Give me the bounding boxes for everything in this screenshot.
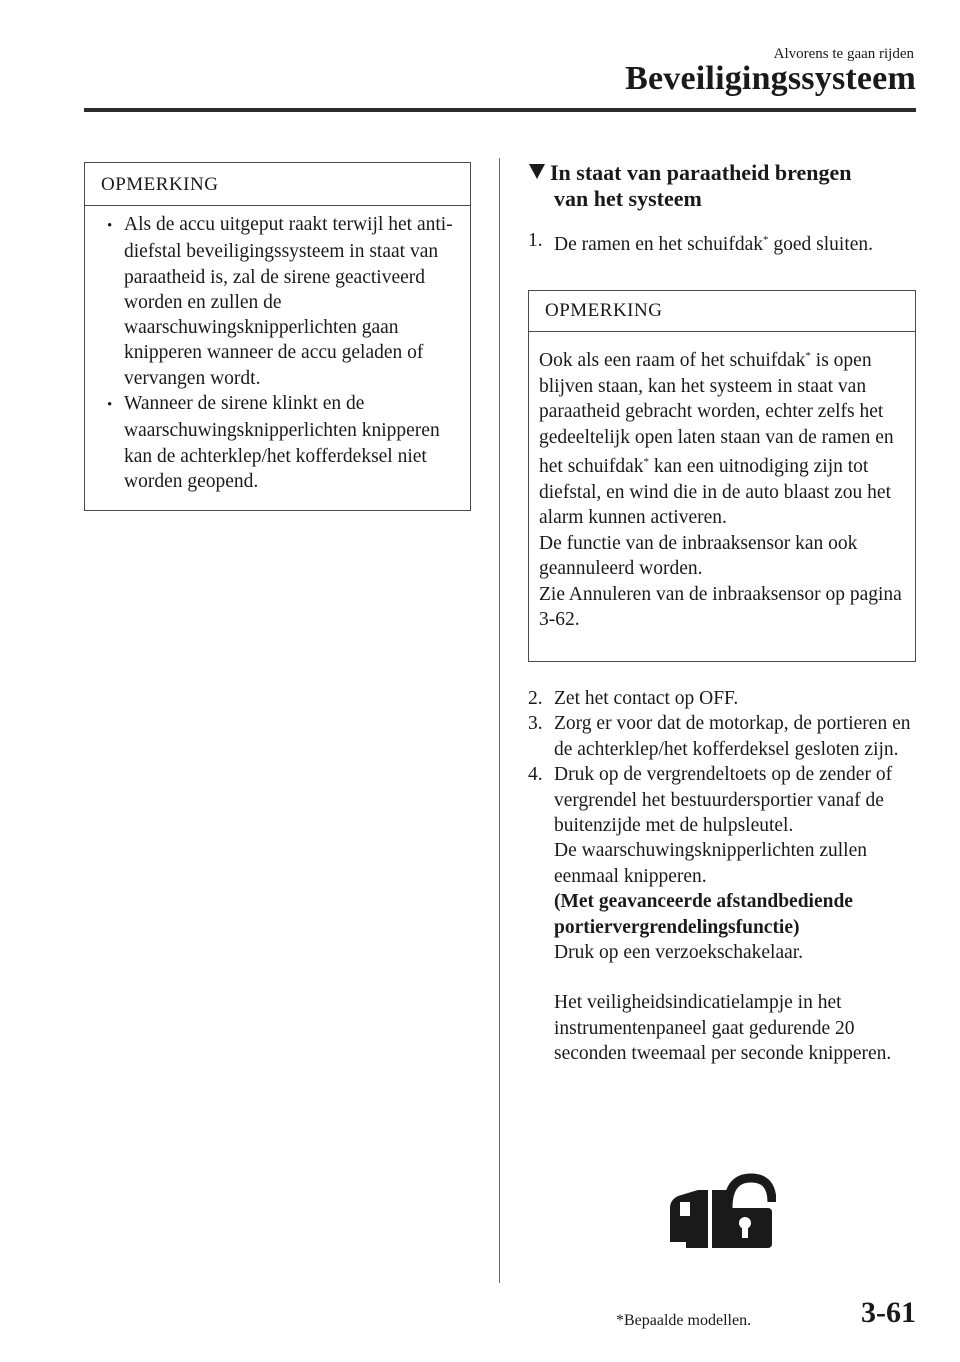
- step-1: [528, 228, 928, 257]
- section-heading: [528, 160, 852, 212]
- note-heading: OPMERKING: [85, 163, 470, 206]
- step-paragraph: Het veiligheidsindicatielampje in het instrumentenpaneel gaat gedurende 20 seconden tweemaal per seconde knipperen.: [554, 992, 892, 1065]
- step-number: 3.: [528, 713, 543, 735]
- steps-list: [528, 228, 928, 257]
- step-paragraph: Druk op een verzoekschakelaar.: [554, 942, 804, 964]
- step-number: 1.: [528, 230, 543, 251]
- page-title: Beveiligingssysteem: [625, 60, 916, 97]
- note-paragraph: De functie van de inbraaksensor kan ook geannuleerd worden.: [539, 532, 858, 579]
- note-box-right: [528, 290, 916, 662]
- note-paragraph: Ook als een raam of het schuifdak* is open blijven staan, kan het systeem in staat van paraatheid gebracht worden, echter zelfs het gedeeltelijk open laten staan van de ramen en het schuifdak* kan een uitnodiging zijn tot diefstal, en wind die in de auto blaast zou het alarm kunnen activeren.: [539, 350, 894, 528]
- step-text: [554, 762, 928, 1066]
- note-list: [85, 206, 470, 494]
- note-box-left: [84, 162, 471, 511]
- step-paragraph: Druk op de vergrendeltoets op de zender of vergrendel het bestuurdersportier vanaf de buitenzijde met de hulpsleutel.: [554, 764, 893, 837]
- step-number: 2.: [528, 688, 543, 709]
- steps-list-continued: [528, 686, 928, 1067]
- note-item: • Wanneer de sirene klinkt en de waarschuwingsknipperlichten knipperen kan de achterklep/het kofferdeksel niet worden geopend.: [107, 391, 458, 494]
- step-number: 4.: [528, 764, 543, 786]
- note-paragraph: Zie Annuleren van de inbraaksensor op pagina 3-62.: [539, 583, 902, 630]
- section-label: Alvorens te gaan rijden: [773, 46, 914, 62]
- step-text: De ramen en het schuifdak* goed sluiten.: [554, 234, 874, 255]
- step-3: [528, 711, 928, 762]
- header-rule: [84, 108, 916, 112]
- column-divider: [499, 158, 500, 1283]
- note-heading: OPMERKING: [529, 291, 915, 332]
- step-condition: (Met geavanceerde afstandbediende portiervergrendelingsfunctie): [554, 891, 853, 938]
- page-number: 3-61: [861, 1296, 916, 1329]
- section-heading-line1: In staat van paraatheid brengen: [550, 160, 852, 185]
- triangle-down-icon: [528, 160, 550, 186]
- car-lock-indicator-icon: [668, 1172, 776, 1257]
- step-text: Zorg er voor dat de motorkap, de portieren en de achterklep/het kofferdeksel gesloten zijn.: [554, 713, 911, 760]
- note-body: [529, 332, 915, 633]
- step-paragraph: De waarschuwingsknipperlichten zullen eenmaal knipperen.: [554, 840, 867, 887]
- section-heading-line2: van het systeem: [554, 186, 702, 211]
- step-2: [528, 686, 928, 711]
- note-item: • Als de accu uitgeput raakt terwijl het anti-diefstal beveiligingssysteem in staat van paraatheid is, zal de sirene geactiveerd worden en zullen de waarschuwingsknipperlichten gaan knipperen wanneer de accu geladen of vervangen wordt.: [107, 212, 458, 391]
- step-4: [528, 762, 928, 1066]
- footer-note: *Bepaalde modellen.: [616, 1312, 752, 1329]
- step-text: Zet het contact op OFF.: [554, 688, 739, 709]
